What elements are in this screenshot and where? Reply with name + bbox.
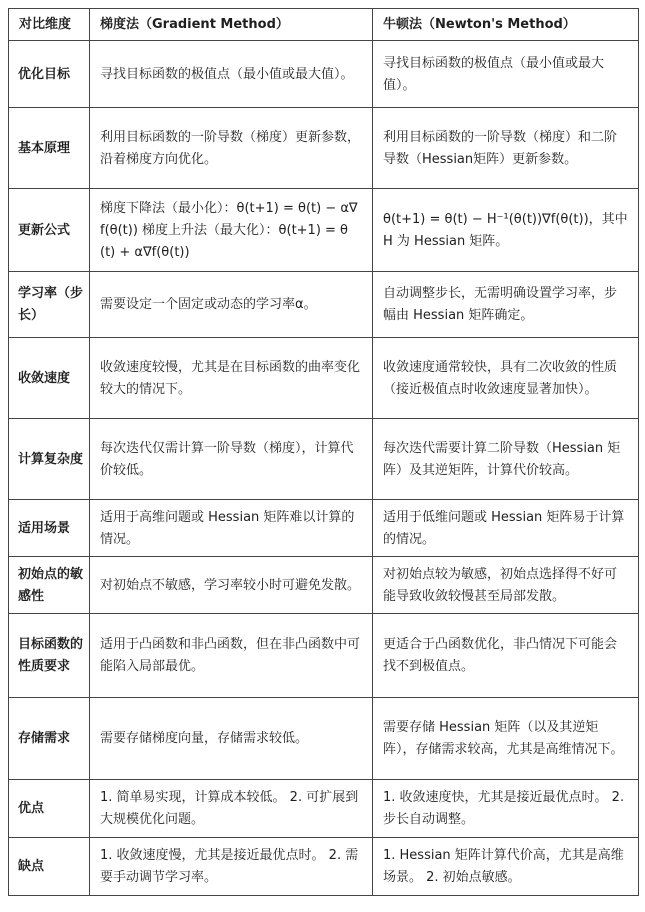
newton-cell: 每次迭代需要计算二阶导数（Hessian 矩阵）及其逆矩阵，计算代价较高。	[373, 419, 639, 500]
newton-cell: 需要存储 Hessian 矩阵（以及其逆矩阵），存储需求较高，尤其是高维情况下。	[373, 698, 639, 780]
table-row	[9, 500, 639, 557]
newton-cell: 1. Hessian 矩阵计算代价高，尤其是高维场景。 2. 初始点敏感。	[373, 838, 639, 896]
gradient-cell: 需要设定一个固定或动态的学习率α。	[90, 272, 373, 338]
gradient-cell: 对初始点不敏感，学习率较小时可避免发散。	[90, 557, 373, 614]
row-dimension: 学习率（步长）	[9, 272, 90, 338]
table-body	[9, 41, 639, 896]
row-dimension: 计算复杂度	[9, 419, 90, 500]
row-dimension: 目标函数的性质要求	[9, 614, 90, 698]
newton-cell: 更适合于凸函数优化，非凸情况下可能会找不到极值点。	[373, 614, 639, 698]
gradient-cell: 梯度下降法（最小化）：θ(t+1) = θ(t) − α∇f(θ(t)) 梯度上升法（最大化）：θ(t+1) = θ(t) + α∇f(θ(t))	[90, 189, 373, 272]
table-row	[9, 780, 639, 838]
header-gradient-method: 梯度法（Gradient Method）	[90, 9, 373, 41]
gradient-cell: 寻找目标函数的极值点（最小值或最大值）。	[90, 41, 373, 108]
row-dimension: 适用场景	[9, 500, 90, 557]
table-row	[9, 41, 639, 108]
row-dimension: 优点	[9, 780, 90, 838]
table-row	[9, 272, 639, 338]
row-dimension: 存储需求	[9, 698, 90, 780]
row-dimension: 基本原理	[9, 108, 90, 189]
gradient-cell: 适用于凸函数和非凸函数，但在非凸函数中可能陷入局部最优。	[90, 614, 373, 698]
table-row	[9, 108, 639, 189]
gradient-cell: 1. 简单易实现，计算成本较低。 2. 可扩展到大规模优化问题。	[90, 780, 373, 838]
table-row	[9, 614, 639, 698]
row-dimension: 收敛速度	[9, 338, 90, 419]
gradient-cell: 适用于高维问题或 Hessian 矩阵难以计算的情况。	[90, 500, 373, 557]
newton-cell: 收敛速度通常较快，具有二次收敛的性质（接近极值点时收敛速度显著加快）。	[373, 338, 639, 419]
comparison-table	[8, 8, 639, 896]
table-row	[9, 189, 639, 272]
header-dimension: 对比维度	[9, 9, 90, 41]
newton-cell: 自动调整步长，无需明确设置学习率，步幅由 Hessian 矩阵确定。	[373, 272, 639, 338]
table-row	[9, 419, 639, 500]
table-row	[9, 338, 639, 419]
newton-cell: 利用目标函数的一阶导数（梯度）和二阶导数（Hessian矩阵）更新参数。	[373, 108, 639, 189]
newton-cell: θ(t+1) = θ(t) − H⁻¹(θ(t))∇f(θ(t))，其中 H 为 Hessian 矩阵。	[373, 189, 639, 272]
table-header	[9, 9, 639, 41]
gradient-cell: 每次迭代仅需计算一阶导数（梯度），计算代价较低。	[90, 419, 373, 500]
newton-cell: 寻找目标函数的极值点（最小值或最大值）。	[373, 41, 639, 108]
table-row	[9, 698, 639, 780]
row-dimension: 优化目标	[9, 41, 90, 108]
newton-cell: 对初始点较为敏感，初始点选择得不好可能导致收敛较慢甚至局部发散。	[373, 557, 639, 614]
newton-cell: 适用于低维问题或 Hessian 矩阵易于计算的情况。	[373, 500, 639, 557]
newton-cell: 1. 收敛速度快，尤其是接近最优点时。 2. 步长自动调整。	[373, 780, 639, 838]
row-dimension: 初始点的敏感性	[9, 557, 90, 614]
gradient-cell: 收敛速度较慢，尤其是在目标函数的曲率变化较大的情况下。	[90, 338, 373, 419]
table-row	[9, 838, 639, 896]
header-row	[9, 9, 639, 41]
gradient-cell: 需要存储梯度向量，存储需求较低。	[90, 698, 373, 780]
header-newton-method: 牛顿法（Newton's Method）	[373, 9, 639, 41]
table-row	[9, 557, 639, 614]
gradient-cell: 利用目标函数的一阶导数（梯度）更新参数，沿着梯度方向优化。	[90, 108, 373, 189]
row-dimension: 缺点	[9, 838, 90, 896]
gradient-cell: 1. 收敛速度慢，尤其是接近最优点时。 2. 需要手动调节学习率。	[90, 838, 373, 896]
row-dimension: 更新公式	[9, 189, 90, 272]
